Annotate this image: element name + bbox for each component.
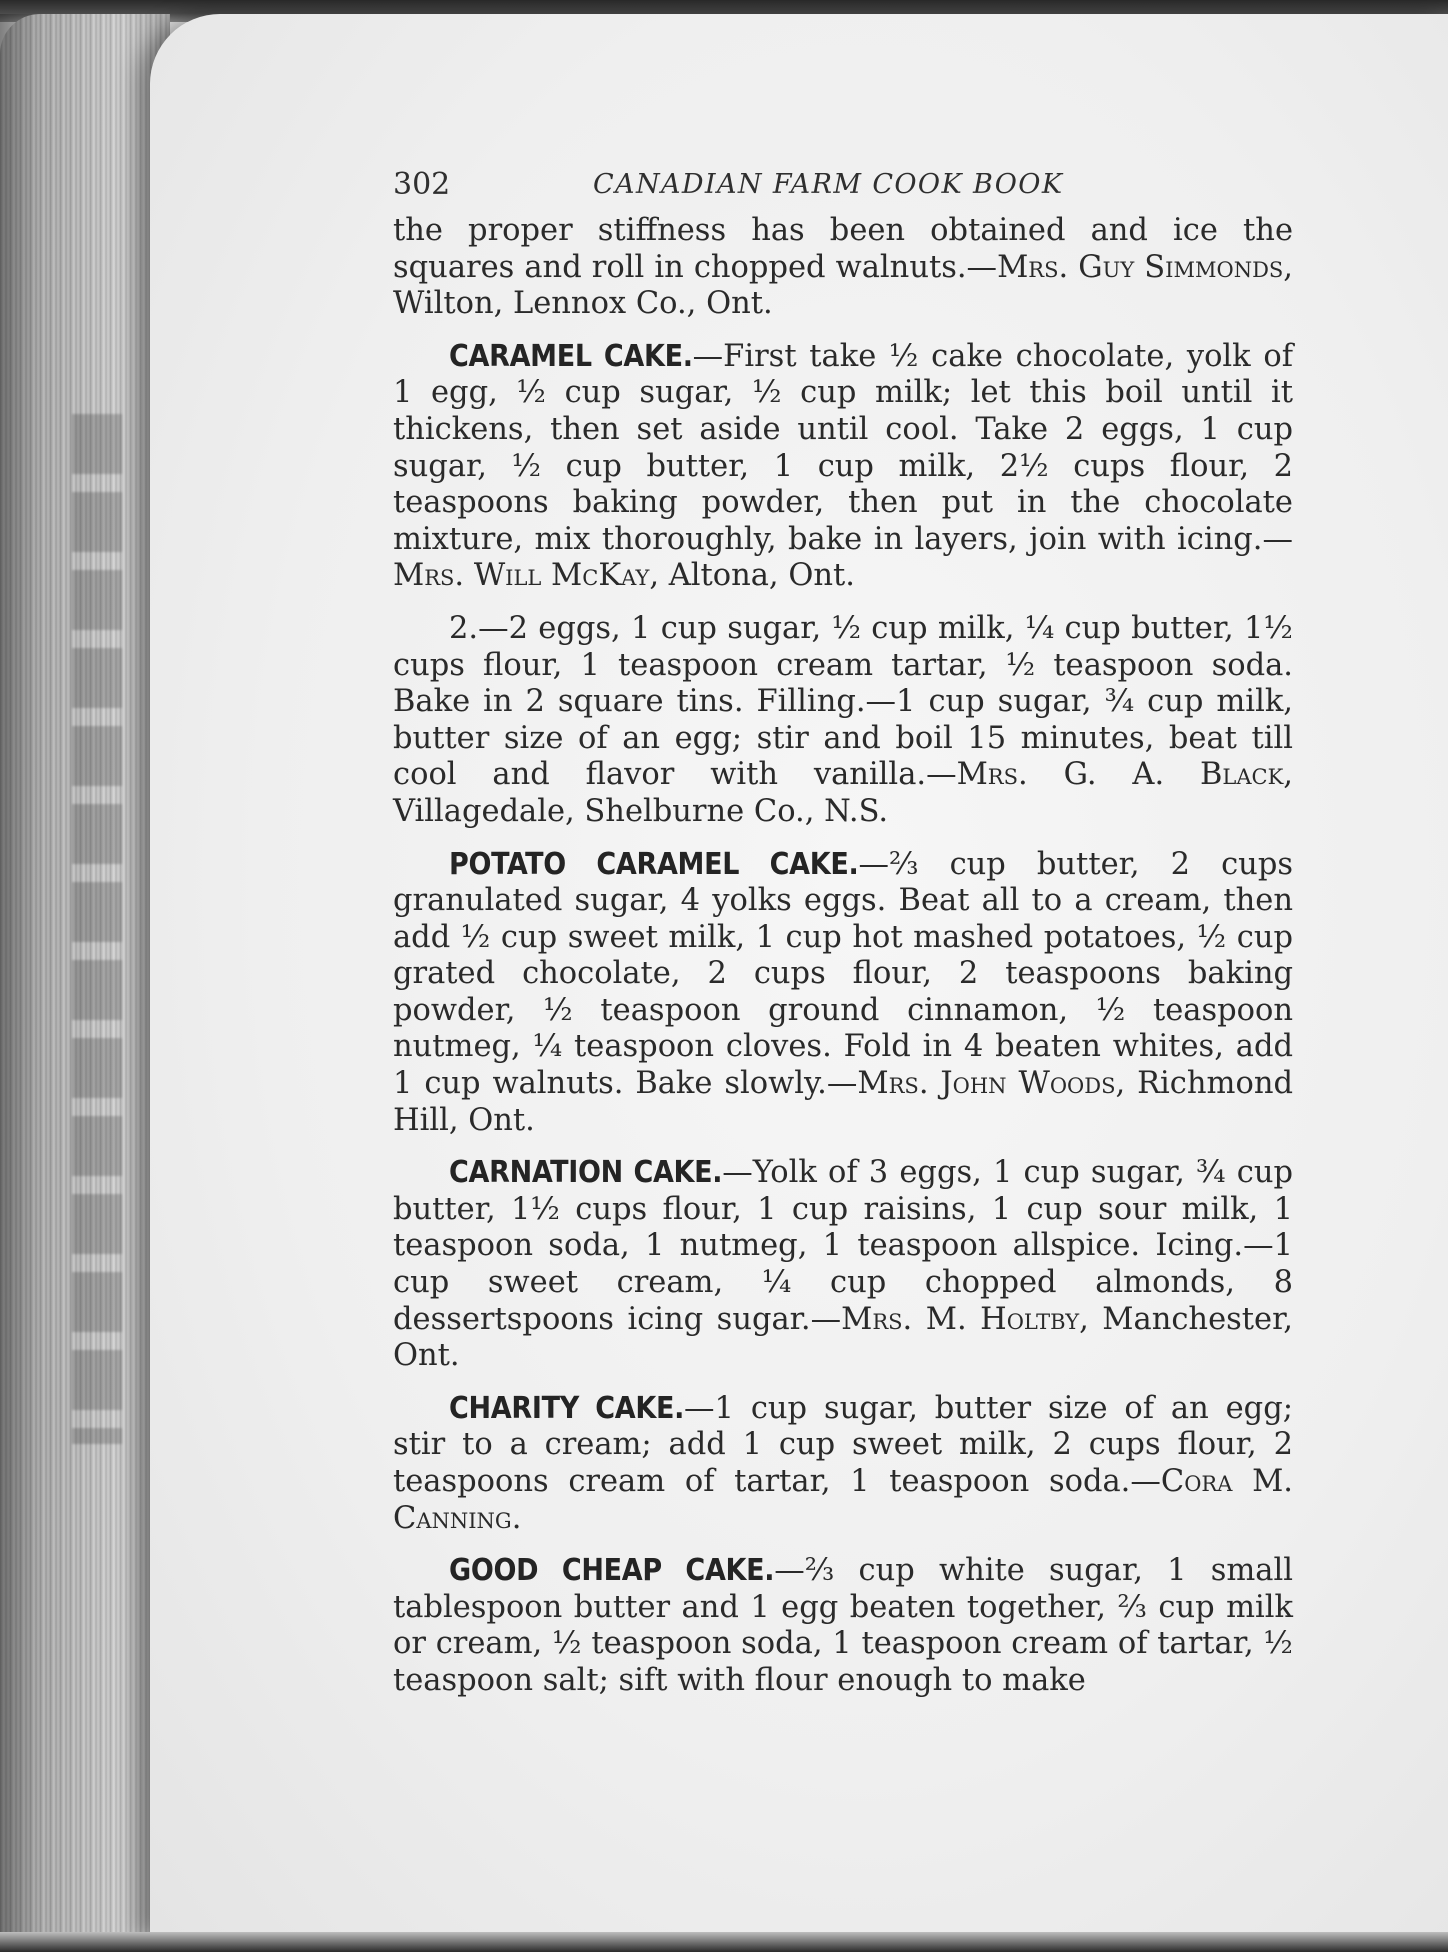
recipe-body: —Yolk of 3 eggs, 1 cup sugar, ¾ cup butter, 1½ cups flour, 1 cup raisins, 1 cup sour milk, 1 teaspoon soda, 1 nutmeg, 1 teaspoon allspice. Icing.—1 cup sweet cream, ¼ cup chopped almonds, 8 dessertspoons icing sugar.— — [393, 1155, 1293, 1337]
recipe-good-cheap-cake — [393, 1553, 1293, 1699]
recipe-caramel-cake — [393, 339, 1293, 595]
recipe-title: CARAMEL CAKE. — [449, 338, 693, 374]
library-stamp-bleed-through — [72, 414, 122, 1444]
book-title: CANADIAN FARM COOK BOOK — [593, 169, 1064, 200]
recipe-body: —First take ½ cake chocolate, yolk of 1 egg, ½ cup sugar, ½ cup milk; let this boil until it thickens, then set aside until cool. Take 2 eggs, 1 cup sugar, ½ cup butter, 1 cup milk, 2½ cups flour, 2 teaspoons baking powder, then put in the chocolate mixture, mix thoroughly, bake in layers, join with icing.— — [393, 338, 1294, 557]
recipe-credit-name: Cora M. Canning — [393, 1464, 1293, 1536]
recipe-credit-name: Mrs. John Woods — [857, 1066, 1116, 1102]
scan-bottom-edge — [0, 1932, 1448, 1952]
recipe-body: —⅔ cup white sugar, 1 small tablespoon butter and 1 egg beaten together, ⅔ cup milk or cream, ½ teaspoon soda, 1 teaspoon cream of tartar, ½ teaspoon salt; sift with flour enough to make — [393, 1553, 1293, 1698]
running-head — [393, 163, 1293, 213]
recipe-charity-cake — [393, 1391, 1293, 1537]
recipe-title: CARNATION CAKE. — [449, 1155, 723, 1191]
recipe-credit-place: , Wilton, Lennox Co., Ont. — [393, 249, 1293, 322]
recipe-credit-place: , Altona, Ont. — [649, 558, 855, 594]
recipe-paragraph-continued — [393, 213, 1293, 323]
recipe-credit-name: Mrs. Will McKay — [393, 558, 650, 594]
recipe-credit-place: , Villagedale, Shelburne Co., N.S. — [393, 757, 1293, 829]
recipe-credit-place: , Richmond Hill, Ont. — [393, 1066, 1293, 1138]
recipe-title: CHARITY CAKE. — [449, 1390, 685, 1426]
page-number: 302 — [393, 167, 451, 202]
recipe-potato-caramel-cake — [393, 847, 1293, 1140]
recipe-carnation-cake — [393, 1155, 1293, 1375]
page-text-block — [393, 163, 1293, 1716]
recipe-credit-place: , Manchester, Ont. — [393, 1301, 1293, 1374]
recipe-credit-name: Mrs. M. Holtby — [841, 1301, 1080, 1337]
recipe-title: POTATO CARAMEL CAKE. — [449, 846, 859, 882]
recipe-title: GOOD CHEAP CAKE. — [449, 1553, 775, 1589]
recipe-credit-name: Mrs. G. A. Black — [956, 757, 1284, 793]
recipe-body: —1 cup sugar, butter size of an egg; stir to a cream; add 1 cup sweet milk, 2 cups flour, 2 teaspoons cream of tartar, 1 teaspoon soda.— — [393, 1390, 1293, 1499]
recipe-credit-name: Mrs. Guy Simmonds — [997, 249, 1284, 285]
recipe-caramel-cake-variant-2 — [393, 611, 1293, 831]
book-page-edges — [0, 14, 170, 1952]
recipe-body: 2.—2 eggs, 1 cup sugar, ½ cup milk, ¼ cup butter, 1½ cups flour, 1 teaspoon cream tartar, ½ teaspoon soda. Bake in 2 square tins. Filling.—1 cup sugar, ¾ cup milk, butter size of an egg; stir and boil 15 minutes, beat till cool and flavor with vanilla.— — [393, 610, 1293, 793]
recipe-body: —⅔ cup butter, 2 cups granulated sugar, 4 yolks eggs. Beat all to a cream, then add ½ cup sweet milk, 1 cup hot mashed potatoes, ½ cup grated chocolate, 2 cups flour, 2 teaspoons baking powder, ½ teaspoon ground cinnamon, ½ teaspoon nutmeg, ¼ teaspoon cloves. Fold in 4 beaten whites, add 1 cup walnuts. Bake slowly.— — [393, 846, 1294, 1102]
recipe-body: the proper stiffness has been obtained and ice the squares and roll in chopped walnuts.— — [393, 213, 1293, 285]
recipe-credit-place: . — [511, 1500, 522, 1536]
